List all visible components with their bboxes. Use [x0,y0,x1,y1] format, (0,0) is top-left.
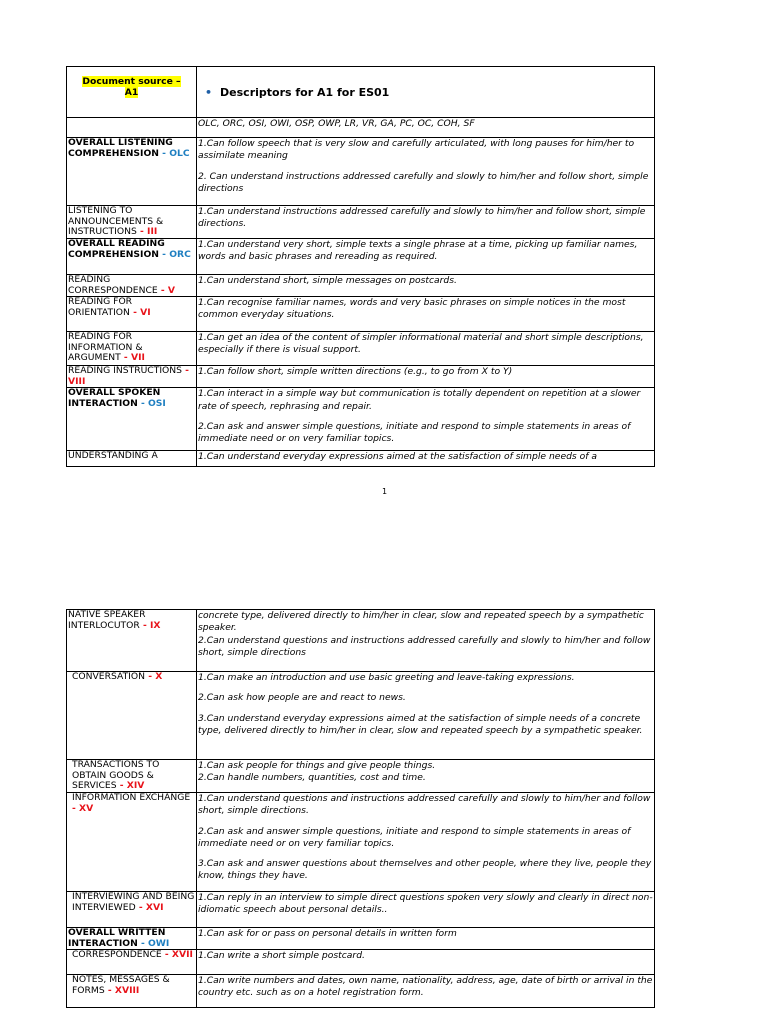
descriptor-paragraph: 2.Can ask and answer simple questions, initiate and respond to simple statements in areas of immediate need or on very familiar topics. [198,825,631,849]
descriptor-row [67,239,655,275]
descriptor-paragraph: 1.Can understand short, simple messages on postcards. [198,275,457,286]
descriptor-text-cell [197,975,655,1008]
descriptor-label: OVERALL LISTENING COMPREHENSION [68,137,173,159]
descriptor-separator: - [158,147,170,159]
descriptor-paragraph: 2. Can understand instructions addressed carefully and slowly to him/her and follow short, simple directions [198,170,649,194]
codes-row [67,118,655,138]
descriptor-paragraph: 1.Can ask people for things and give people things. 2.Can handle numbers, quantities, cost and time. [198,760,436,784]
descriptor-label: READING FOR INFORMATION & ARGUMENT [68,331,143,364]
descriptor-separator: - [129,306,141,318]
descriptor-paragraph: 1.Can recognise familiar names, words and very basic phrases on simple notices in the most common everyday situations. [198,297,626,321]
descriptor-paragraph: 1.Can reply in an interview to simple direct questions spoken very slowly and clearly in direct non-idiomatic speech about personal details.. [198,892,653,916]
descriptor-paragraph: 1.Can follow short, simple written directions (e.g., to go from X to Y) [198,366,513,378]
descriptor-code: OSI [147,397,166,409]
title-cell [197,67,655,118]
page-number: 1 [382,487,388,496]
descriptor-paragraph: 1.Can write a short simple postcard. [198,950,365,962]
descriptor-row [67,793,655,892]
descriptor-code: XVI [145,901,164,913]
descriptor-text-cell [197,297,655,332]
descriptor-paragraph: 1.Can write numbers and dates, own name, nationality, address, age, date of birth or arrival in the country etc. such as on a hotel registration form. [198,975,653,999]
descriptor-label-cell [67,760,197,793]
descriptor-label: NATIVE SPEAKER INTERLOCUTOR [68,609,146,631]
descriptor-label-cell [67,366,197,388]
descriptor-paragraph: 1.Can understand instructions addressed carefully and slowly to him/her and follow short, simple directions. [198,206,646,230]
descriptor-paragraph: 1.Can ask for or pass on personal details in written form [198,928,457,939]
descriptor-paragraph: concrete type, delivered directly to him/her in clear, slow and repeated speech by a sympathetic speaker. 2.Can understand questions and instructions addressed carefully and slowly to him/her and follow short, simple directions [198,610,651,658]
descriptor-separator: - [120,352,131,364]
descriptor-separator: - [161,949,172,961]
descriptor-separator: - [158,248,170,260]
page-2-rows [67,610,655,1008]
descriptor-code: OLC [169,147,190,159]
descriptor-code: VI [140,306,151,318]
document-title: Descriptors for A1 for ES01 [220,85,390,99]
descriptor-paragraph: 1.Can understand questions and instructions addressed carefully and slowly to him/her and follow short, simple directions. [198,793,651,817]
header-row [67,67,655,118]
descriptor-label-cell [67,297,197,332]
codes-list: OLC, ORC, OSI, OWI, OSP, OWP, LR, VR, GA, PC, OC, COH, SF [198,118,475,129]
descriptor-label-cell [67,892,197,928]
descriptor-label-cell [67,239,197,275]
descriptor-text-cell [197,275,655,297]
descriptor-label: LISTENING TO ANNOUNCEMENTS & INSTRUCTIONS [68,205,164,238]
descriptor-text-cell [197,138,655,206]
descriptor-label-cell [67,206,197,239]
descriptor-paragraph: 1.Can get an idea of the content of simpler informational material and short simple descriptions, especially if there is visual support. [198,332,644,356]
descriptor-paragraph: 2.Can ask how people are and react to news. [198,692,406,704]
descriptor-label-cell [67,928,197,950]
descriptor-code: X [155,671,163,682]
descriptor-paragraph: 1.Can understand very short, simple texts a single phrase at a time, picking up familiar names, words and basic phrases and rereading as required. [198,239,638,263]
descriptor-label: UNDERSTANDING A [68,450,158,462]
descriptor-text-cell [197,610,655,672]
descriptor-row [67,138,655,206]
descriptor-label: READING INSTRUCTIONS [68,365,182,377]
descriptor-table-page-1 [66,66,655,467]
descriptor-label: READING CORRESPONDENCE [68,274,158,296]
descriptor-label: INFORMATION EXCHANGE [72,792,191,803]
document-source-level: A1 [124,86,139,98]
descriptor-text-cell [197,928,655,950]
descriptor-label: CORRESPONDENCE [72,949,162,961]
descriptor-separator: - [181,365,189,377]
descriptor-code: OWI [147,937,170,949]
descriptor-label-cell [67,672,197,760]
descriptor-row [67,275,655,297]
descriptor-code: VIII [68,375,86,387]
descriptor-paragraph: 1.Can make an introduction and use basic greeting and leave-taking expressions. [198,672,575,683]
descriptor-row [67,332,655,366]
descriptor-code: XVIII [114,984,140,996]
descriptor-separator: - [135,901,146,913]
descriptor-label: OVERALL READING COMPREHENSION [68,238,165,260]
descriptor-label-cell [67,610,197,672]
document-source-cell [67,67,197,118]
descriptor-text-cell [197,950,655,975]
descriptor-table-page-2 [66,609,655,1008]
descriptor-label: INTERVIEWING AND BEING INTERVIEWED [72,891,195,913]
descriptor-label: NOTES, MESSAGES & FORMS [72,974,170,996]
descriptor-text-cell [197,672,655,760]
descriptor-label-cell [67,138,197,206]
descriptor-row [67,950,655,975]
descriptor-text-cell [197,793,655,892]
descriptor-text-cell [197,892,655,928]
descriptor-row [67,892,655,928]
descriptor-label: OVERALL WRITTEN INTERACTION [68,927,166,949]
descriptor-text-cell [197,451,655,467]
descriptor-label-cell [67,275,197,297]
descriptor-label-cell [67,388,197,451]
descriptor-code: VII [130,352,145,364]
descriptor-paragraph: 2.Can ask and answer simple questions, initiate and respond to simple statements in areas of immediate need or on very familiar topics. [198,420,631,445]
descriptor-paragraph: 1.Can interact in a simple way but communication is totally dependent on repetition at a slower rate of speech, rephrasing and repair. [198,388,641,412]
descriptor-code: IX [150,619,161,631]
descriptor-row [67,610,655,672]
descriptor-label-cell [67,332,197,366]
descriptor-paragraph: 3.Can ask and answer questions about themselves and other people, where they live, people they know, things they have. [198,858,652,882]
codes-cell [197,118,655,138]
page-1-rows [67,138,655,467]
descriptor-separator: - [137,937,148,949]
descriptor-label-cell [67,793,197,892]
descriptor-separator: - [139,619,150,631]
descriptor-row [67,206,655,239]
descriptor-text-cell [197,206,655,239]
descriptor-paragraph: 1.Can understand everyday expressions aimed at the satisfaction of simple needs of a [198,451,598,463]
descriptor-row [67,975,655,1008]
descriptor-text-cell [197,760,655,793]
descriptor-paragraph: 3.Can understand everyday expressions aimed at the satisfaction of simple needs of a concrete type, delivered directly to him/her in clear, slow and repeated speech by a sympathetic speaker. [198,712,643,736]
bullet-icon: • [205,85,213,99]
descriptor-text-cell [197,239,655,275]
descriptor-label: OVERALL SPOKEN INTERACTION [68,387,161,409]
descriptor-label: TRANSACTIONS TO OBTAIN GOODS & SERVICES [72,759,160,792]
descriptor-label: READING FOR ORIENTATION [68,296,133,318]
descriptor-separator: - [137,397,148,409]
descriptor-separator: - [157,284,168,296]
descriptor-row [67,672,655,760]
descriptor-code: XIV [126,780,145,792]
descriptor-label-cell [67,950,197,975]
descriptor-text-cell [197,332,655,366]
document-source-label: Document source – [82,76,181,87]
descriptor-separator: - [72,802,80,814]
descriptor-row [67,297,655,332]
descriptor-text-cell [197,366,655,388]
descriptor-separator: - [145,671,156,682]
descriptor-label: CONVERSATION [72,671,145,682]
descriptor-separator: - [136,226,148,238]
descriptor-row [67,388,655,451]
descriptor-code: XV [79,802,94,814]
descriptor-code: III [147,226,158,238]
descriptor-separator: - [116,780,127,792]
descriptor-paragraph: 1.Can follow speech that is very slow and carefully articulated, with long pauses for him/her to assimilate meaning [198,138,635,162]
codes-label-cell [67,118,197,138]
descriptor-row [67,451,655,467]
descriptor-text-cell [197,388,655,451]
descriptor-separator: - [104,984,115,996]
descriptor-row [67,366,655,388]
descriptor-code: XVII [171,949,193,961]
descriptor-row [67,928,655,950]
descriptor-label-cell [67,451,197,467]
descriptor-row [67,760,655,793]
descriptor-label-cell [67,975,197,1008]
descriptor-code: V [167,284,176,296]
descriptor-code: ORC [169,248,191,260]
